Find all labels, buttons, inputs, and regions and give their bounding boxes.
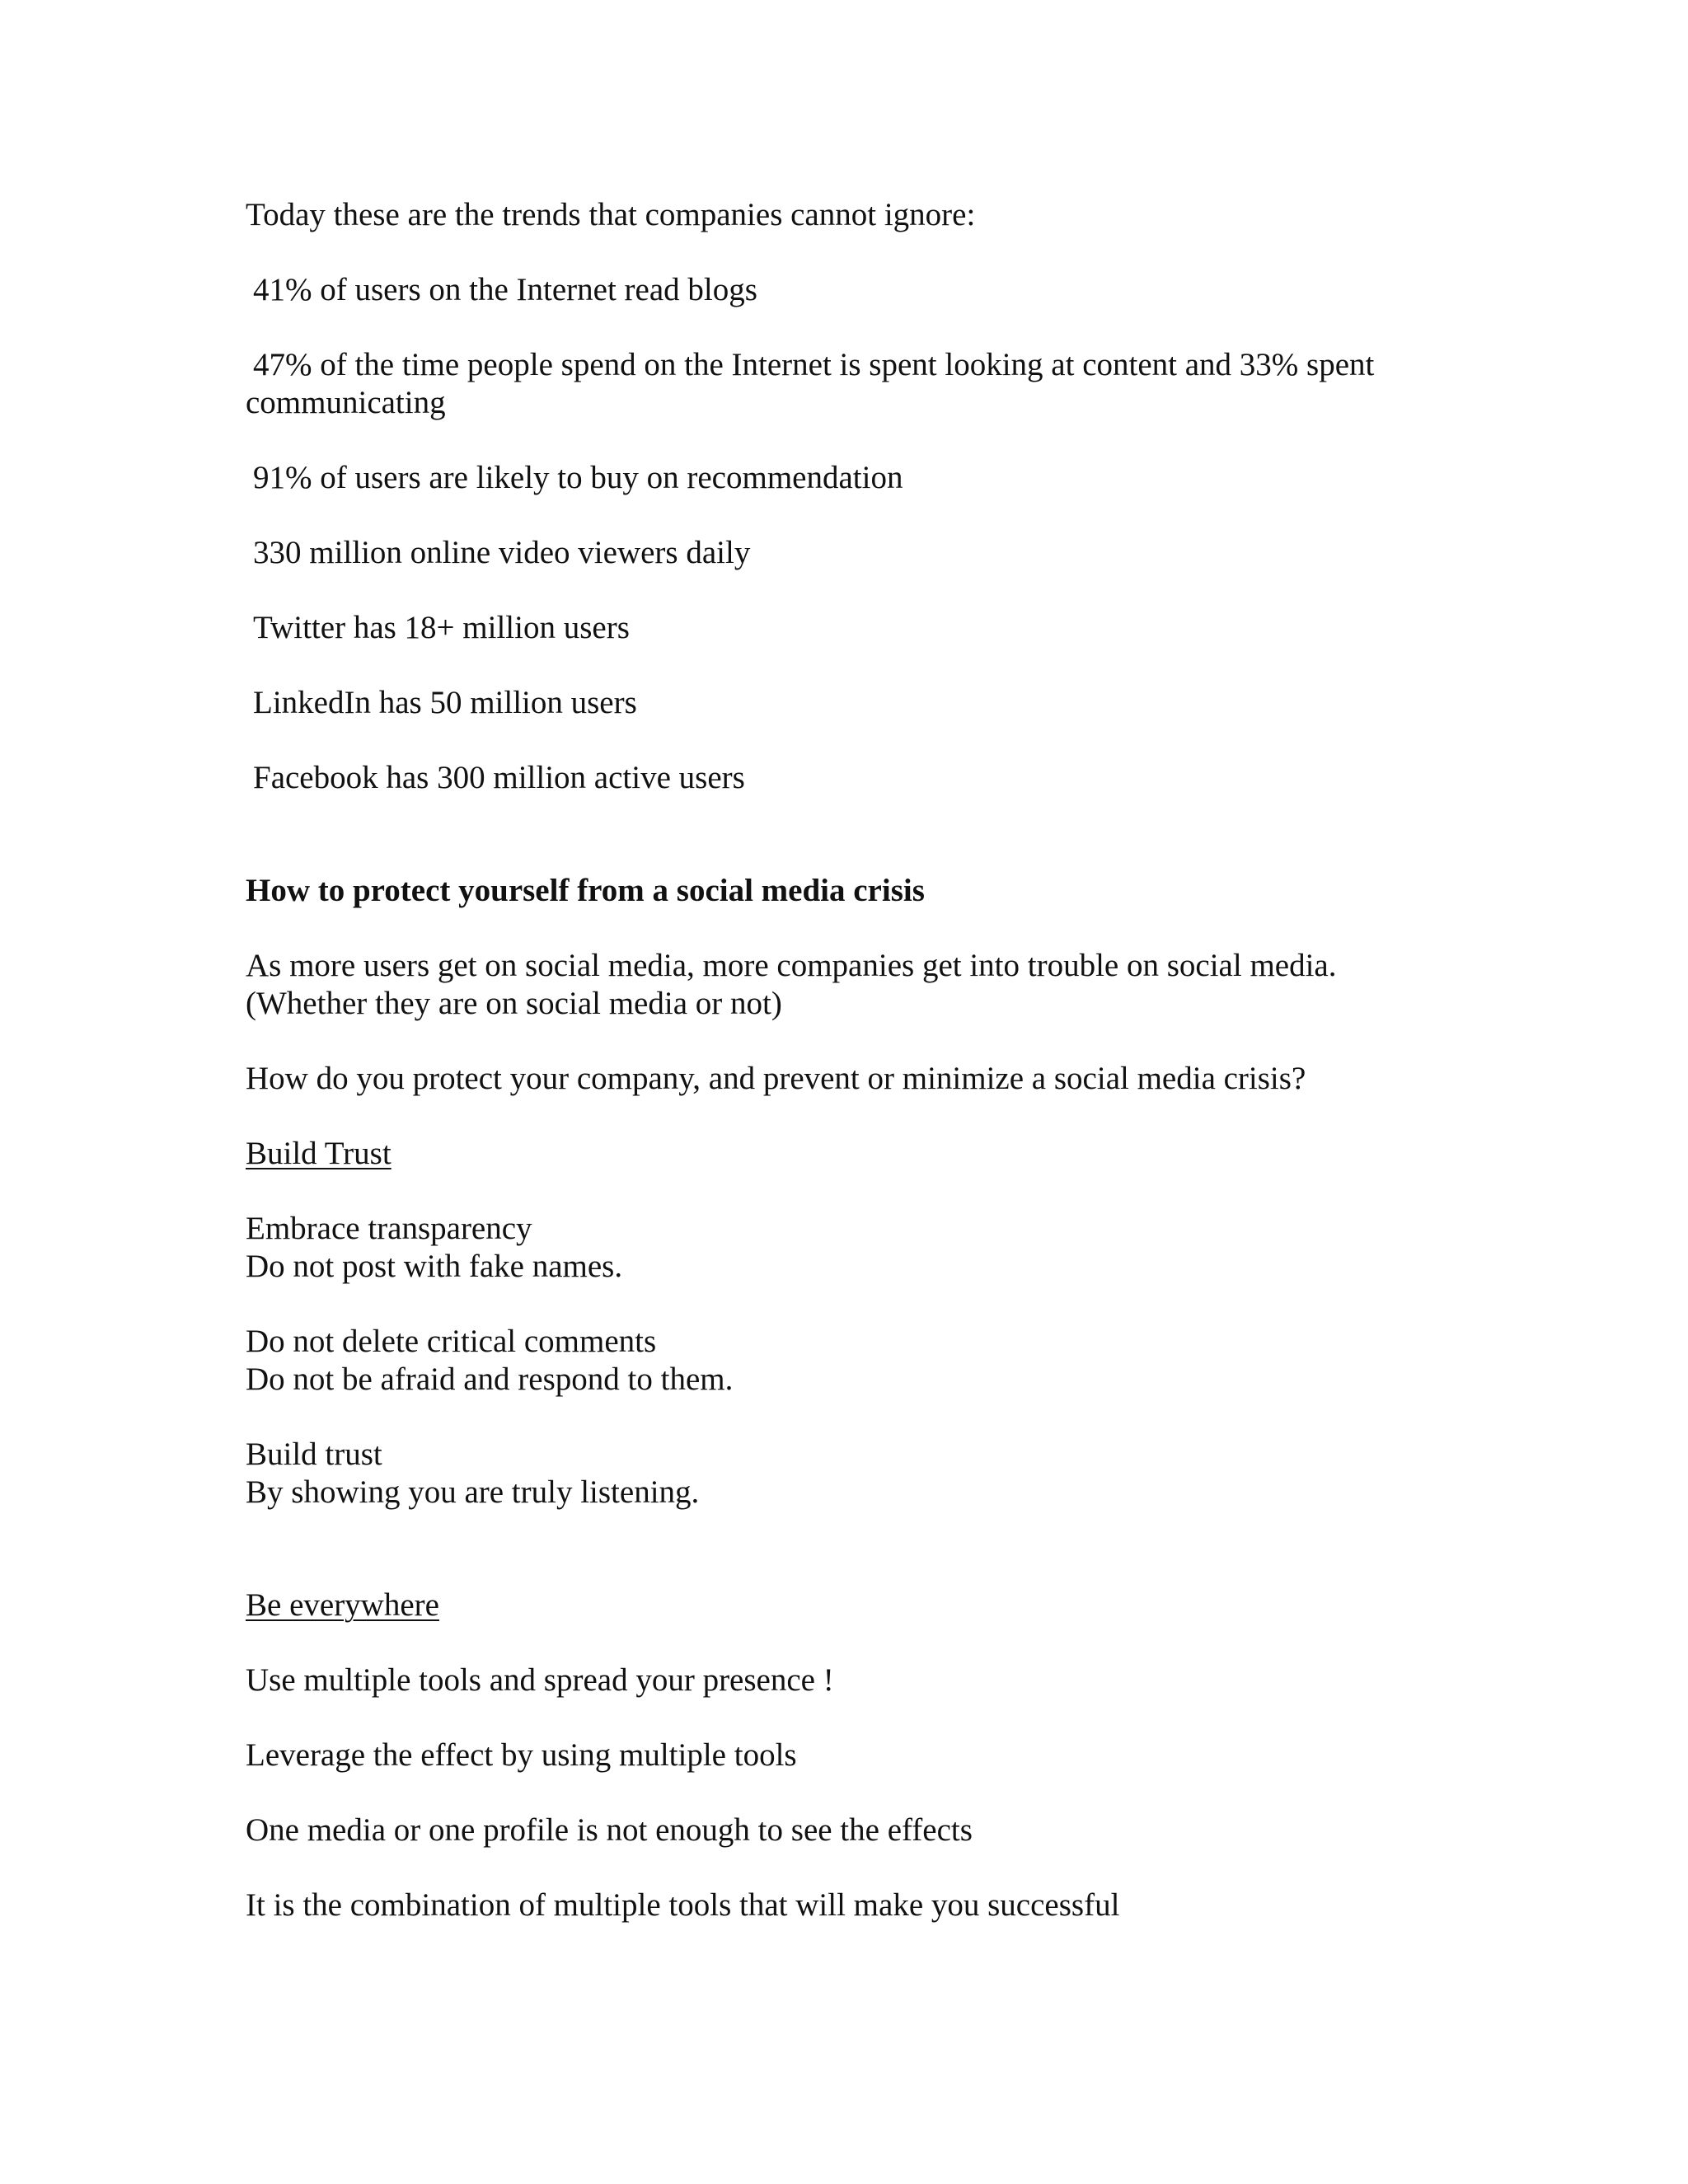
trend-item: 47% of the time people spend on the Internet is spent looking at content and 33% spent (253, 347, 1375, 382)
section-heading-crisis: How to protect yourself from a social media crisis (246, 873, 925, 908)
paragraph-line: (Whether they are on social media or not) (246, 986, 782, 1021)
paragraph-line: Do not delete critical comments (246, 1324, 657, 1359)
trend-item: 330 million online video viewers daily (253, 535, 751, 570)
paragraph-line: Do not post with fake names. (246, 1249, 623, 1284)
trend-item: LinkedIn has 50 million users (253, 685, 637, 720)
paragraph-line: Embrace transparency (246, 1211, 532, 1246)
paragraph-line: Build trust (246, 1436, 382, 1472)
paragraph-question: How do you protect your company, and prevent or minimize a social media crisis? (246, 1061, 1306, 1096)
paragraph-line: Do not be afraid and respond to them. (246, 1361, 734, 1397)
paragraph-line: Leverage the effect by using multiple tools (246, 1737, 797, 1773)
trend-item: 91% of users are likely to buy on recommendation (253, 460, 903, 495)
paragraph-line: It is the combination of multiple tools that will make you successful (246, 1887, 1120, 1923)
subheading-build-trust: Build Trust (246, 1136, 392, 1171)
intro-text: Today these are the trends that companies cannot ignore: (246, 197, 976, 232)
trend-item: Facebook has 300 million active users (253, 760, 745, 795)
trend-item: Twitter has 18+ million users (253, 610, 630, 645)
paragraph-line: By showing you are truly listening. (246, 1474, 700, 1510)
paragraph-line: Use multiple tools and spread your presence ! (246, 1662, 834, 1698)
paragraph-line: As more users get on social media, more companies get into trouble on social media. (246, 948, 1337, 983)
subheading-be-everywhere: Be everywhere (246, 1587, 439, 1623)
trend-item: 41% of users on the Internet read blogs (253, 272, 757, 307)
paragraph-line: One media or one profile is not enough to see the effects (246, 1812, 973, 1848)
trend-item-continuation: communicating (246, 385, 446, 420)
